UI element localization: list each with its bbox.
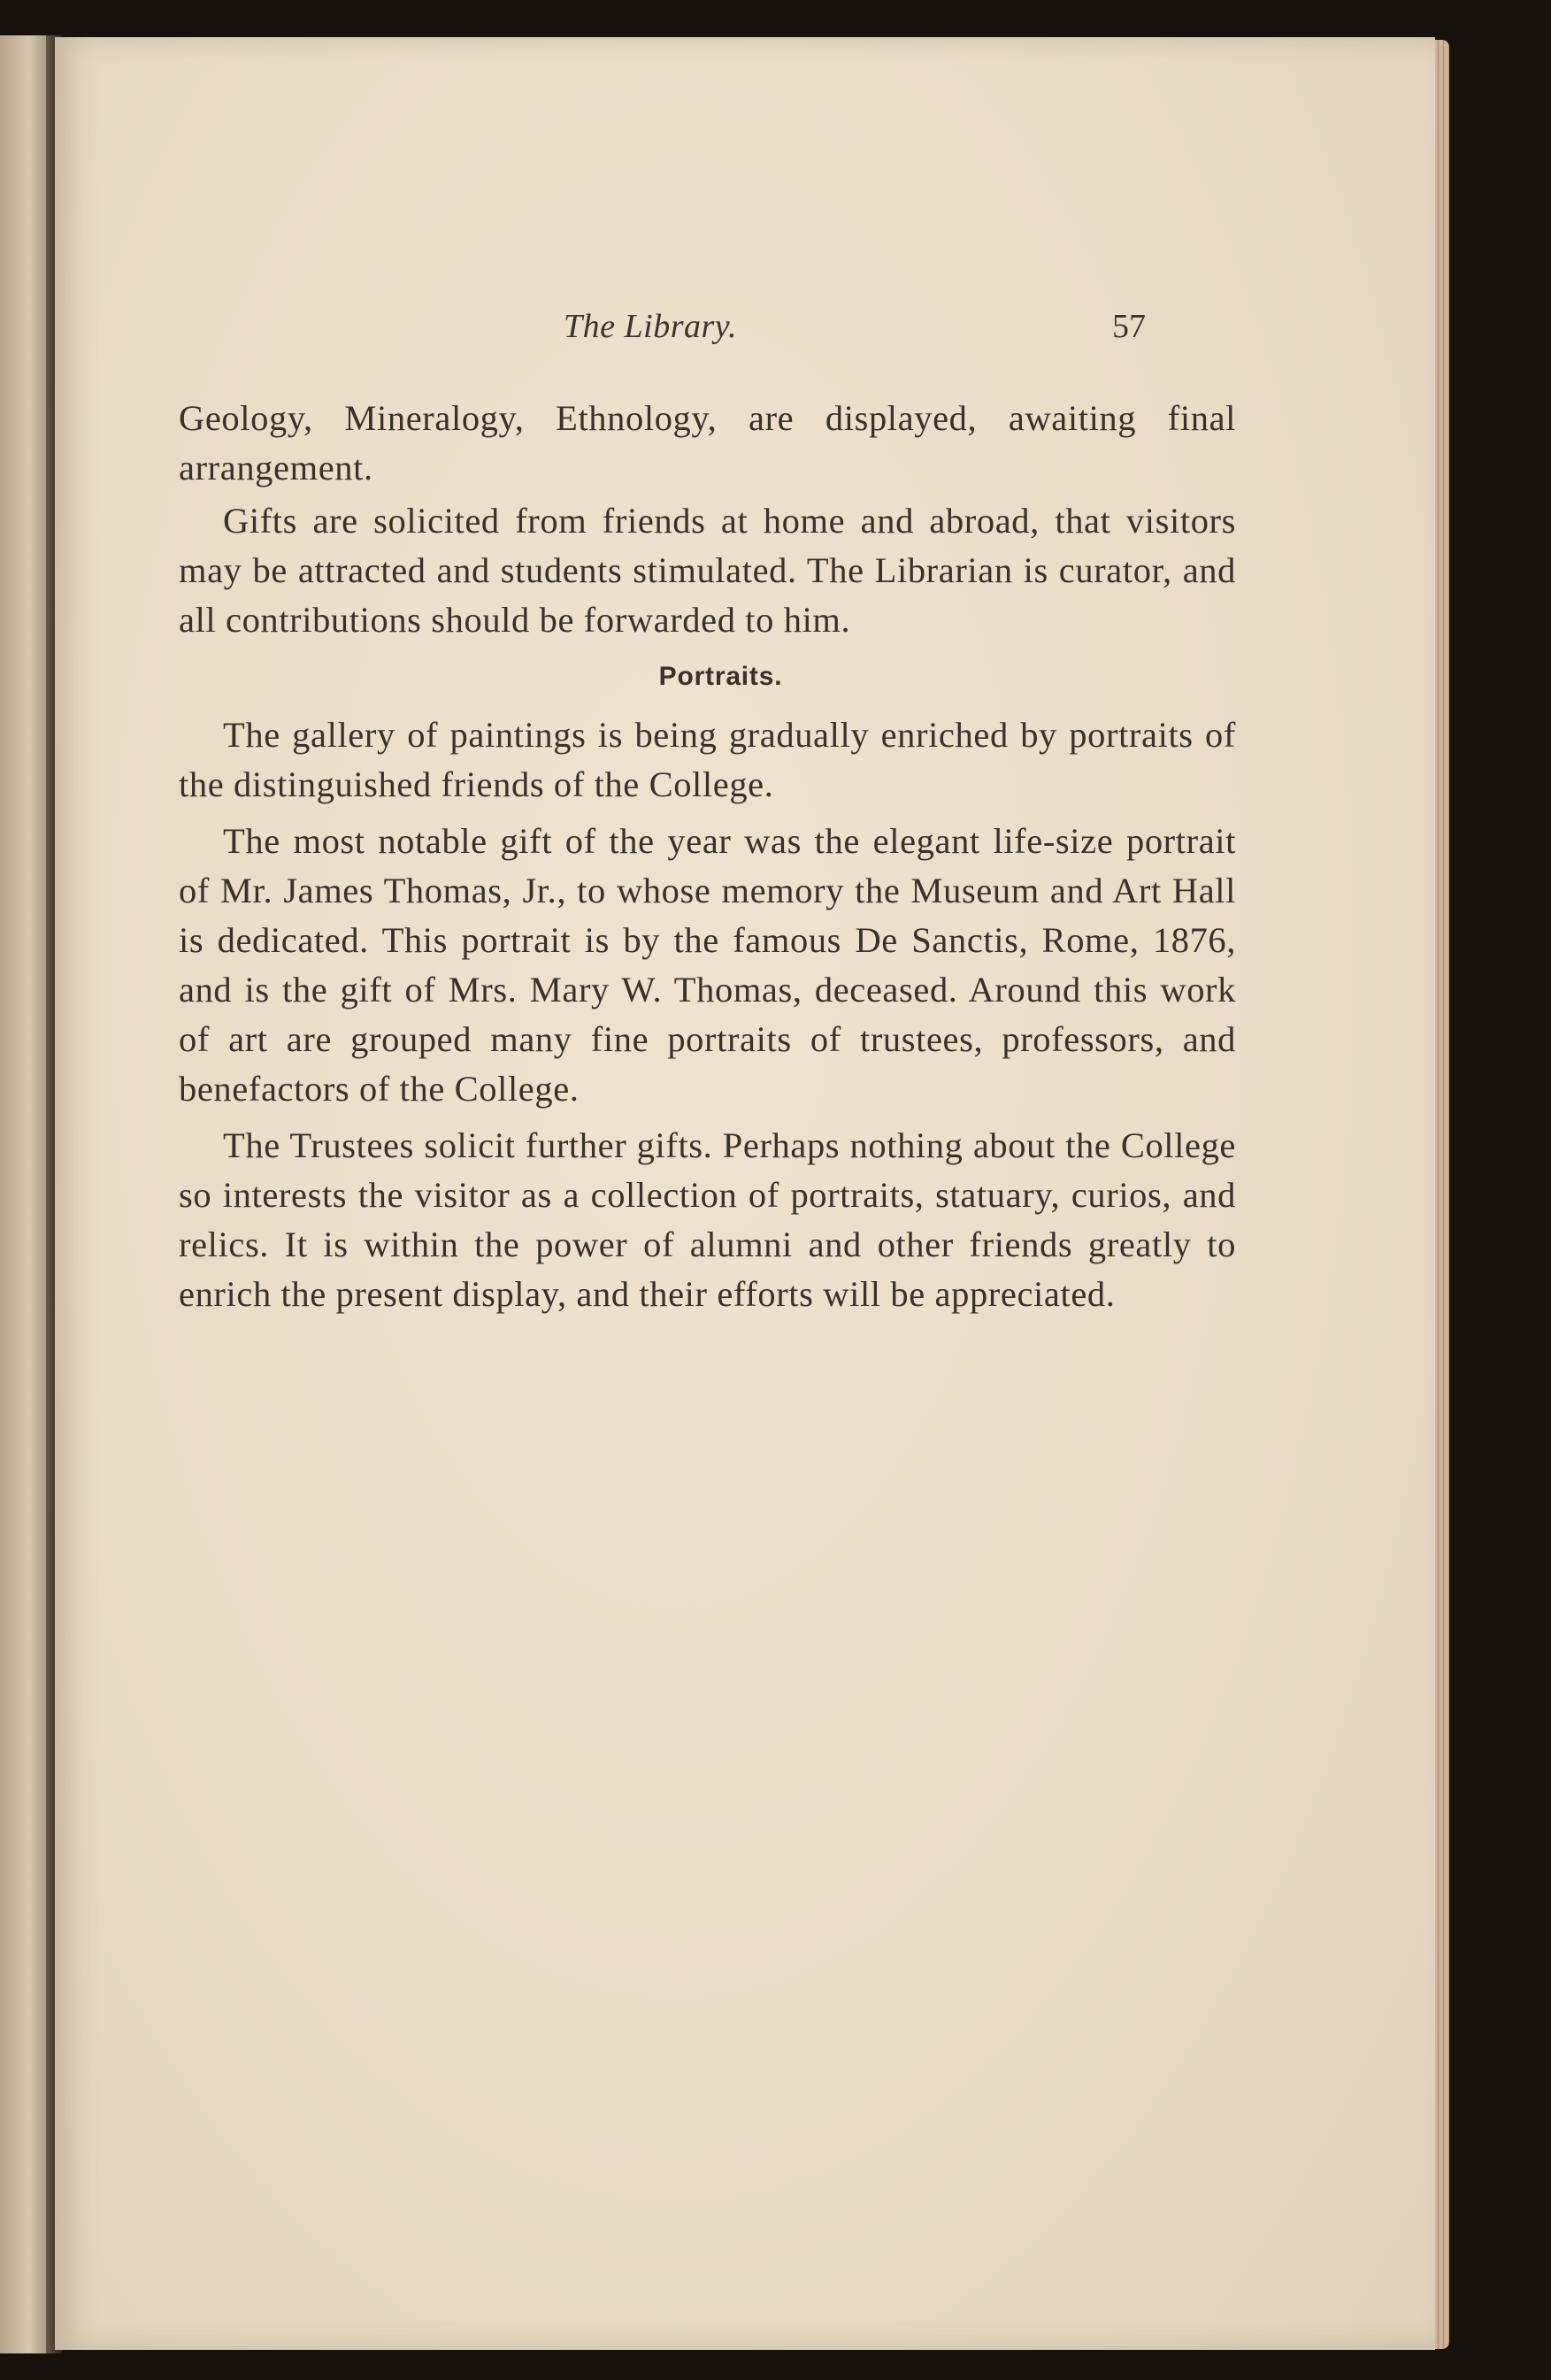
running-head	[55, 307, 1435, 360]
book-page	[55, 37, 1435, 2350]
running-head-title: The Library.	[564, 308, 738, 345]
paragraph-gallery: The gallery of paintings is being gradually enriched by portraits of the distinguished friends of the College.	[179, 715, 1236, 804]
section-heading-portraits: Portraits.	[658, 662, 783, 691]
paragraph-geology: Geology, Mineralogy, Ethnology, are displayed, awaiting final arrangement.	[179, 398, 1236, 488]
paragraph-notable-gift: The most notable gift of the year was the elegant life-size portrait of Mr. James Thomas, Jr., to whose memory the Museum and Art Hall is dedicated. This portrait is by the famous De Sanctis, Rome, 1876, and is the gift of Mrs. Mary W. Thomas, deceased. Around this work of art are grouped many fine portraits of trustees, professors, and benefactors of the College.	[179, 821, 1236, 1109]
page-number: 57	[1112, 308, 1146, 345]
facing-page-edge	[0, 35, 53, 2353]
paragraph-gifts-solicited: Gifts are solicited from friends at home and abroad, that visitors may be attracted and students stimulated. The Librarian is curator, and all contributions should be forwarded to him.	[179, 501, 1236, 640]
body-text	[179, 394, 1236, 1319]
paragraph-trustees-solicit: The Trustees solicit further gifts. Perhaps nothing about the College so interests the visitor as a collection of portraits, statuary, curios, and relics. It is within the power of alumni and other friends greatly to enrich the present display, and their efforts will be appreciated.	[179, 1125, 1236, 1314]
